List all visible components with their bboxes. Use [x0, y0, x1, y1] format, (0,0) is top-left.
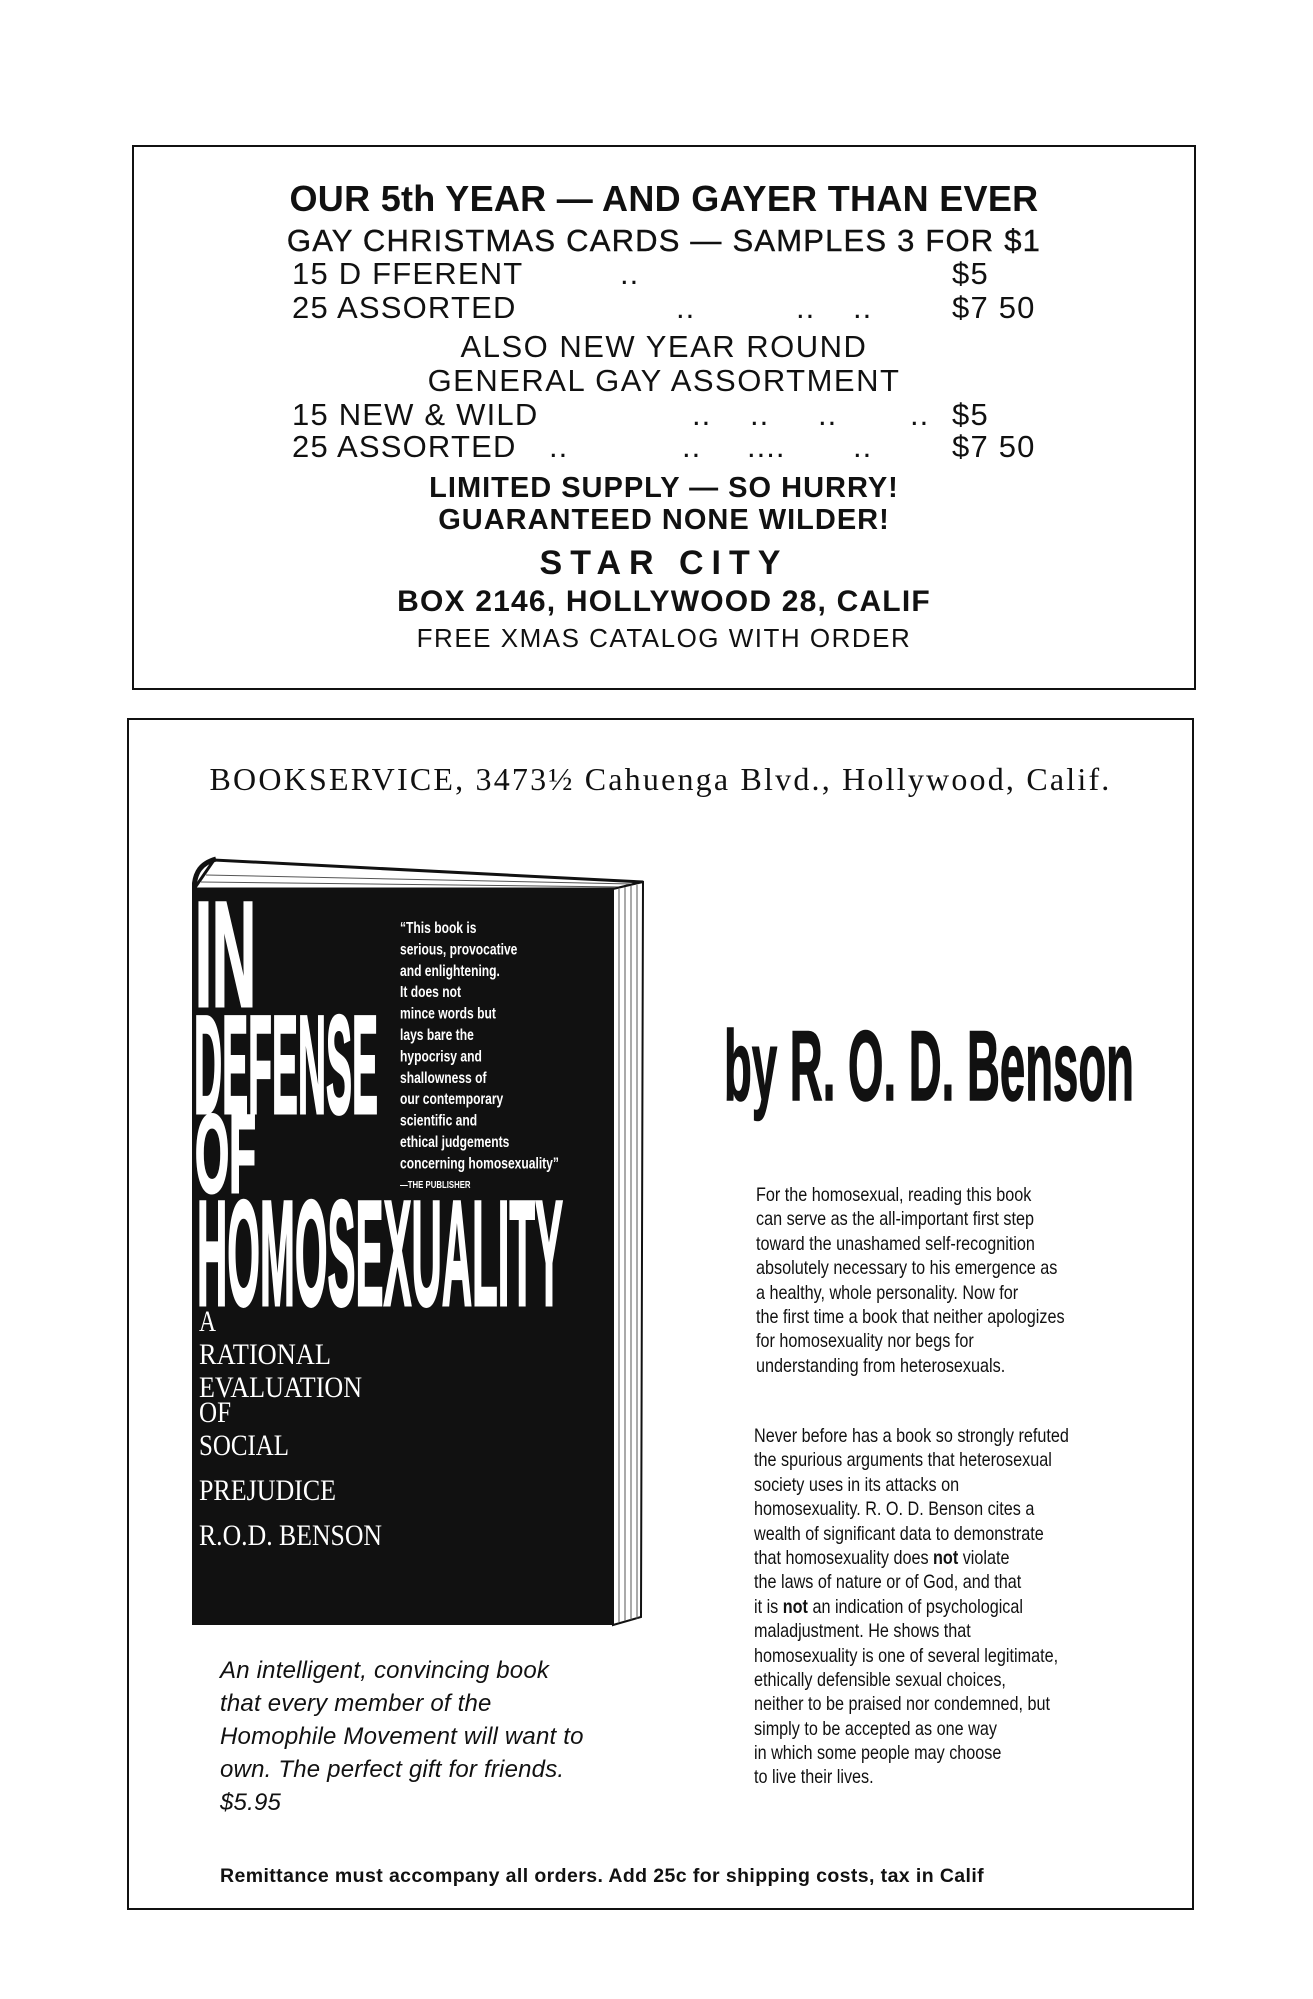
paragraph-line: homosexuality. R. O. D. Benson cites a — [754, 1498, 1035, 1521]
cover-subtitle-line: SOCIAL — [199, 1429, 289, 1462]
price-row — [134, 397, 1194, 433]
price-row — [134, 290, 1194, 326]
cover-blurb-line: our contemporary — [400, 1089, 504, 1108]
leader-dots: .. — [549, 429, 569, 464]
paragraph-line: For the homosexual, reading this book — [756, 1184, 1032, 1206]
cover-blurb-line: It does not — [400, 982, 462, 1001]
star-city-ad — [132, 145, 1196, 690]
sales-pitch — [220, 1654, 680, 1819]
leader-dots: .. — [682, 429, 702, 464]
price-row-label: 25 ASSORTED — [292, 290, 517, 325]
price-row-price: $5 — [952, 397, 989, 432]
paragraph-line — [754, 1546, 1103, 1570]
also-line: ALSO NEW YEAR ROUND — [460, 329, 868, 364]
leader-dots: .. — [676, 290, 696, 325]
ad-headline: OUR 5th YEAR — AND GAYER THAN EVER — [289, 178, 1039, 219]
pitch-line: An intelligent, convincing book — [220, 1657, 550, 1684]
price-row — [134, 429, 1194, 465]
cover-title-line: OF — [195, 1093, 256, 1216]
pitch-line: own. The perfect gift for friends. — [220, 1756, 565, 1783]
price-row-label: 15 D FFERENT — [292, 256, 524, 291]
cover-blurb-line: concerning homosexuality” — [400, 1153, 559, 1172]
paragraph-line: neither to be praised nor condemned, but — [754, 1693, 1051, 1716]
cover-author: R.O.D. BENSON — [199, 1519, 382, 1552]
leader-dots: .. — [692, 397, 712, 432]
cover-blurb-line: mince words but — [400, 1004, 496, 1022]
description-paragraph-1 — [756, 1183, 1105, 1378]
author-byline — [722, 1018, 1140, 1128]
cover-subtitle-line: A — [199, 1305, 217, 1338]
pitch-line: that every member of the — [220, 1690, 492, 1717]
paragraph-line: to live their lives. — [754, 1766, 874, 1789]
cover-subtitle-line: OF — [199, 1396, 231, 1429]
emphasis-text: not — [933, 1546, 959, 1569]
cover-blurb-line: ethical judgements — [400, 1132, 510, 1151]
price-row-price: $7 50 — [952, 290, 1036, 325]
ad-subhead: GAY CHRISTMAS CARDS — SAMPLES 3 FOR $1 — [286, 223, 1042, 258]
paragraph-line: for homosexuality nor begs for — [756, 1330, 974, 1353]
book-page-block — [613, 882, 643, 1625]
leader-dots: .. — [853, 290, 873, 325]
seller-address: BOOKSERVICE, 3473½ Cahuenga Blvd., Hollywood, Calif. — [209, 761, 1112, 797]
mailing-address: BOX 2146, HOLLYWOOD 28, CALIF — [397, 585, 931, 618]
paragraph-line: simply to be accepted as one way — [754, 1717, 997, 1740]
emphasis-text: not — [782, 1595, 808, 1618]
leader-dots: .. — [910, 397, 930, 432]
paragraph-line: homosexuality is one of several legitimate, — [754, 1644, 1059, 1667]
assortment-line: GENERAL GAY ASSORTMENT — [427, 363, 901, 398]
line-text: that homosexuality does — [754, 1546, 934, 1569]
cover-blurb-line: shallowness of — [400, 1068, 487, 1087]
paragraph-line: ethically defensible sexual choices, — [754, 1668, 1006, 1691]
paragraph-line: a healthy, whole personality. Now for — [756, 1281, 1019, 1304]
cover-title-line: DEFENSE — [194, 986, 378, 1143]
cover-title-line: IN — [195, 870, 256, 1038]
paragraph-line: the laws of nature or of God, and that — [754, 1571, 1022, 1594]
guarantee-line: GUARANTEED NONE WILDER! — [438, 504, 890, 536]
leader-dots: .... — [747, 429, 786, 464]
cover-blurb-line: lays bare the — [400, 1025, 474, 1044]
paragraph-line: the first time a book that neither apologizes — [756, 1305, 1065, 1328]
paragraph-line: in which some people may choose — [754, 1742, 1002, 1765]
paragraph-line: understanding from heterosexuals. — [756, 1354, 1006, 1377]
cover-blurb-line: scientific and — [400, 1111, 478, 1129]
cover-title-line: HOMOSEXUALITY — [197, 1169, 563, 1337]
leader-dots: .. — [750, 397, 770, 432]
paragraph-line: society uses in its attacks on — [754, 1473, 960, 1496]
cover-subtitle-line: RATIONAL — [199, 1338, 331, 1371]
paragraph-line — [754, 1595, 1103, 1619]
leader-dots: .. — [853, 429, 873, 464]
paragraph-line: absolutely necessary to his emergence as — [756, 1257, 1058, 1280]
cover-blurb-credit: —THE PUBLISHER — [400, 1179, 471, 1191]
catalog-offer: FREE XMAS CATALOG WITH ORDER — [416, 623, 912, 653]
paragraph-line: can serve as the all-important first step — [756, 1208, 1034, 1231]
price-row-label: 15 NEW & WILD — [292, 397, 539, 432]
price-row — [134, 256, 1194, 292]
price-row-price: $7 50 — [952, 429, 1036, 464]
cover-blurb-line: serious, provocative — [400, 939, 518, 958]
cover-blurb-line: “This book is — [400, 918, 477, 937]
line-text: an indication of psychological — [807, 1595, 1023, 1618]
book-illustration — [192, 855, 645, 1632]
description-paragraph-2 — [754, 1424, 1103, 1790]
pitch-line: Homophile Movement will want to — [220, 1723, 584, 1750]
leader-dots: .. — [796, 290, 816, 325]
author-byline-text: by R. O. D. Benson — [724, 1018, 1134, 1121]
price-row-price: $5 — [952, 256, 989, 291]
paragraph-line: wealth of significant data to demonstrate — [754, 1522, 1044, 1545]
price-row-label: 25 ASSORTED — [292, 429, 517, 464]
order-terms: Remittance must accompany all orders. Add 25c for shipping costs, tax in Calif — [220, 1865, 985, 1887]
paragraph-line: toward the unashamed self-recognition — [756, 1232, 1035, 1255]
leader-dots: .. — [818, 397, 838, 432]
paragraph-line: the spurious arguments that heterosexual — [754, 1449, 1052, 1472]
paragraph-line: maladjustment. He shows that — [754, 1620, 971, 1643]
cover-subtitle-line: EVALUATION — [199, 1371, 362, 1404]
line-text: violate — [958, 1546, 1010, 1569]
company-name: STAR CITY — [539, 544, 789, 582]
bookservice-ad — [127, 718, 1194, 1910]
leader-dots: .. — [620, 256, 640, 291]
cover-blurb-line: and enlightening. — [400, 961, 500, 980]
line-text: it is — [754, 1595, 783, 1618]
urgency-line: LIMITED SUPPLY — SO HURRY! — [429, 472, 899, 504]
cover-blurb-line: hypocrisy and — [400, 1046, 482, 1065]
cover-subtitle-line: PREJUDICE — [199, 1474, 336, 1507]
paragraph-line: Never before has a book so strongly refuted — [754, 1425, 1069, 1447]
book-price: $5.95 — [220, 1789, 282, 1816]
